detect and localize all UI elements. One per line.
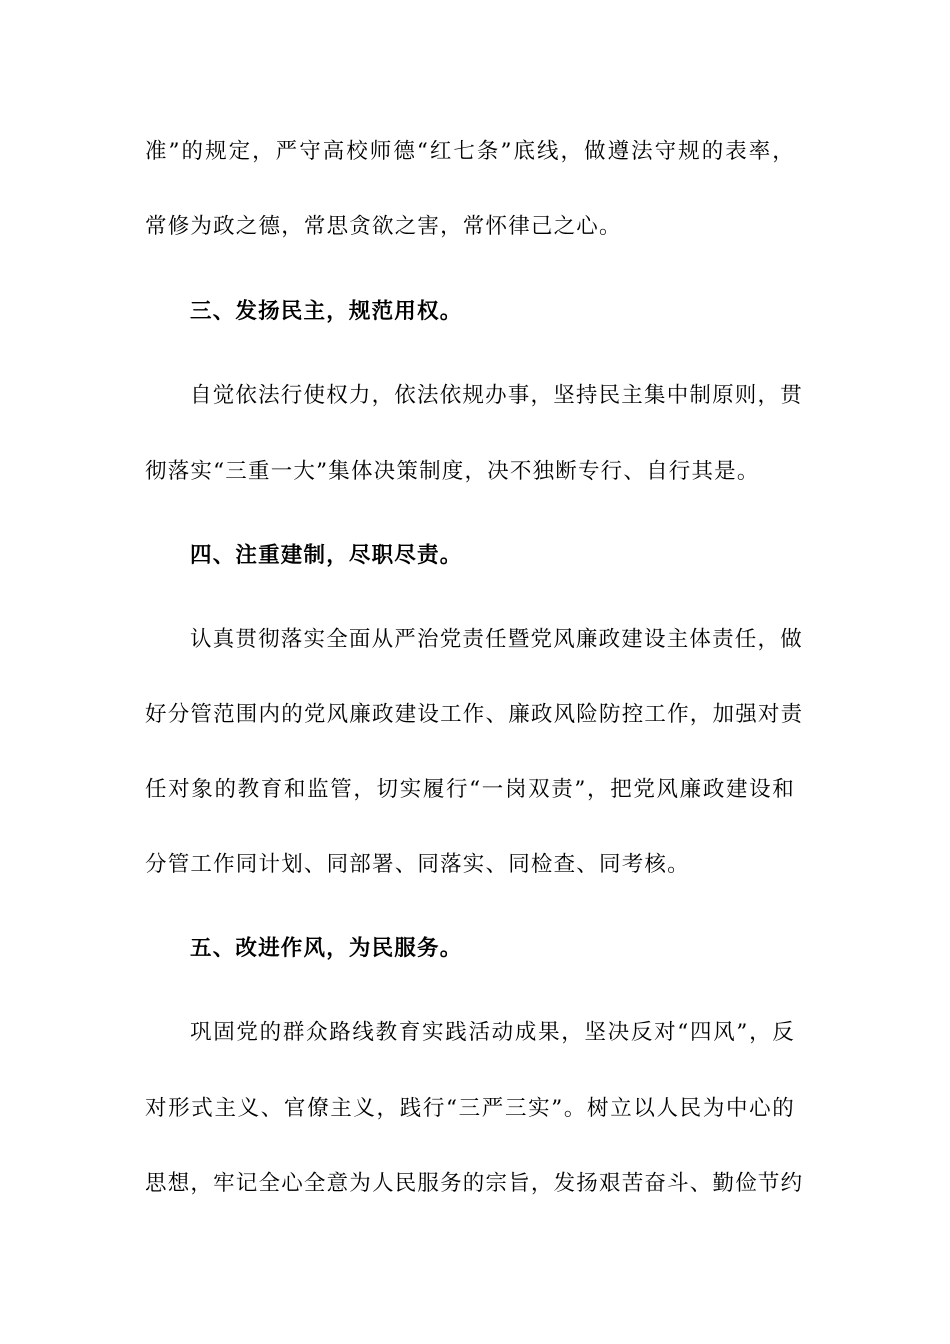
section-heading-4: 四、注重建制，尽职尽责。 [190, 543, 463, 568]
section-heading-3: 三、发扬民主，规范用权。 [190, 299, 463, 324]
paragraph-line: 好分管范围内的党风廉政建设工作、廉政风险防控工作，加强对责 [145, 702, 804, 727]
section-heading-5: 五、改进作风，为民服务。 [190, 936, 463, 961]
paragraph-line: 巩固党的群众路线教育实践活动成果，坚决反对“四风”，反 [190, 1020, 795, 1045]
paragraph-line: 分管工作同计划、同部署、同落实、同检查、同考核。 [145, 852, 690, 877]
paragraph-line: 任对象的教育和监管，切实履行“一岗双责”，把党风廉政建设和 [145, 777, 795, 802]
paragraph-line: 自觉依法行使权力，依法依规办事，坚持民主集中制原则，贯 [190, 383, 803, 408]
paragraph-line: 准”的规定，严守高校师德“红七条”底线，做遵法守规的表率， [145, 139, 795, 164]
paragraph-line: 彻落实“三重一大”集体决策制度，决不独断专行、自行其是。 [145, 459, 760, 484]
paragraph-line: 思想，牢记全心全意为人民服务的宗旨，发扬艰苦奋斗、勤俭节约 [145, 1171, 804, 1196]
paragraph-line: 对形式主义、官僚主义，践行“三严三实”。树立以人民为中心的 [145, 1096, 795, 1121]
paragraph-line: 常修为政之德，常思贪欲之害，常怀律己之心。 [145, 214, 622, 239]
paragraph-line: 认真贯彻落实全面从严治党责任暨党风廉政建设主体责任，做 [190, 627, 803, 652]
